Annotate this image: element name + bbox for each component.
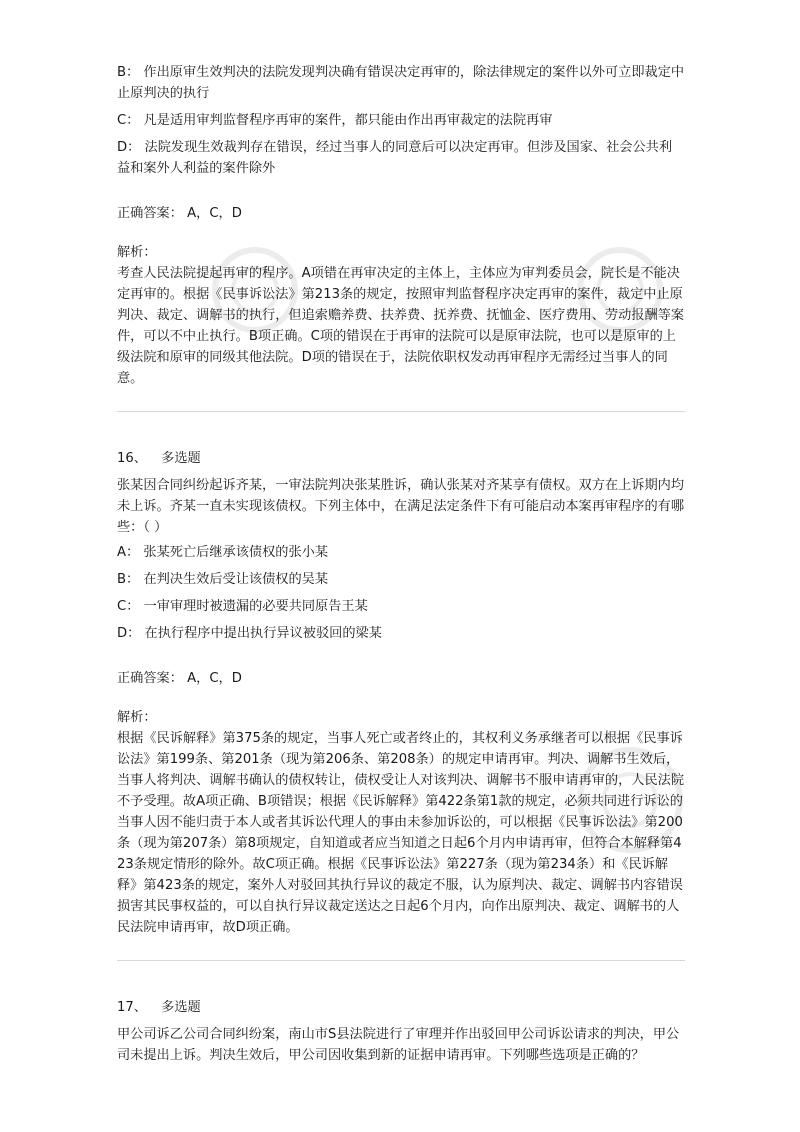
- q17-stem: 甲公司诉乙公司合同纠纷案，南山市S县法院进行了审理并作出驳回甲公司诉讼请求的判决，甲公司未提出上诉。判决生效后，甲公司因收集到新的证据申请再审。下列哪些选项是正确的？: [117, 1027, 680, 1063]
- q16-analysis: 根据《民诉解释》第375条的规定，当事人死亡或者终止的，其权利义务承继者可以根据《民事诉讼法》第199条、第201条（现为第206条、第208条）的规定申请再审。判决、调解书生效后，当事人将判决、调解书确认的债权转让，债权受让人对该判决、调解书不服申请再审的，人民法院不予受理。故A项正确、B项错误；根据《民诉解释》第422条第1款的规定，必须共同进行诉讼的当事人因不能归责于本人或者其诉讼代理人的事由未参加诉讼的，可以根据《民事诉讼法》第200条（现为第207条）第8项规定，自知道或者应当知道之日起6个月内申请再审，但符合本解释第423条规定情形的除外。故C项正确。根据《民事诉讼法》第227条（现为第234条）和《民诉解释》第423条的规定，案外人对驳回其执行异议的裁定不服，认为原判决、裁定、调解书内容错误损害其民事权益的，可以自执行异议裁定送达之日起6个月内，向作出原判决、裁定、调解书的人民法院申请再审，故D项正确。: [117, 731, 685, 935]
- q16-type: 多选题: [161, 451, 201, 466]
- q16-number: 16、: [117, 451, 147, 466]
- q16-options: [117, 542, 685, 644]
- q15-options: [117, 62, 685, 179]
- q17-header: [117, 997, 685, 1018]
- q16-option-b: B： 在判决生效后受让该债权的吴某: [117, 572, 329, 587]
- q15-option-b: B： 作出原审生效判决的法院发现判决确有错误决定再审的，除法律规定的案件以外可立即裁定中止原判决的执行: [117, 65, 685, 101]
- q16-option-d: D： 在执行程序中提出执行异议被驳回的梁某: [117, 626, 382, 641]
- q15-analysis: 考查人民法院提起再审的程序。A项错在再审决定的主体上，主体应为审判委员会，院长是不能决定再审的。根据《民事诉讼法》第213条的规定，按照审判监督程序决定再审的案件，裁定中止原判决、裁定、调解书的执行，但追索赡养费、扶养费、抚养费、抚恤金、医疗费用、劳动报酬等案件，可以不中止执行。B项正确。C项的错误在于再审的法院可以是原审法院，也可以是原审的上级法院和原审的同级其他法院。D项的错误在于，法院依职权发动再审程序无需经过当事人的同意。: [117, 266, 685, 386]
- q15-analysis-label: 解析：: [117, 245, 157, 260]
- q15-answer: 正确答案： A，C，D: [117, 206, 242, 221]
- q16-analysis-label: 解析：: [117, 710, 157, 725]
- q15-option-c: C： 凡是适用审判监督程序再审的案件，都只能由作出再审裁定的法院再审: [117, 113, 553, 128]
- q16-option-c: C： 一审审理时被遗漏的必要共同原告王某: [117, 599, 368, 614]
- q16-answer: 正确答案： A，C，D: [117, 671, 242, 686]
- q16-header: [117, 448, 685, 469]
- q16-stem: 张某因合同纠纷起诉齐某，一审法院判决张某胜诉，确认张某对齐某享有债权。双方在上诉期内均未上诉。齐某一直未实现该债权。下列主体中，在满足法定条件下有可能启动本案再审程序的有哪些：（ ）: [117, 478, 685, 535]
- document-page: [117, 62, 685, 1066]
- q17-number: 17、: [117, 1000, 147, 1015]
- q17-type: 多选题: [161, 1000, 201, 1015]
- q16-option-a: A： 张某死亡后继承该债权的张小某: [117, 545, 329, 560]
- q15-option-d: D： 法院发现生效裁判存在错误，经过当事人的同意后可以决定再审。但涉及国家、社会公共利益和案外人利益的案件除外: [117, 140, 673, 176]
